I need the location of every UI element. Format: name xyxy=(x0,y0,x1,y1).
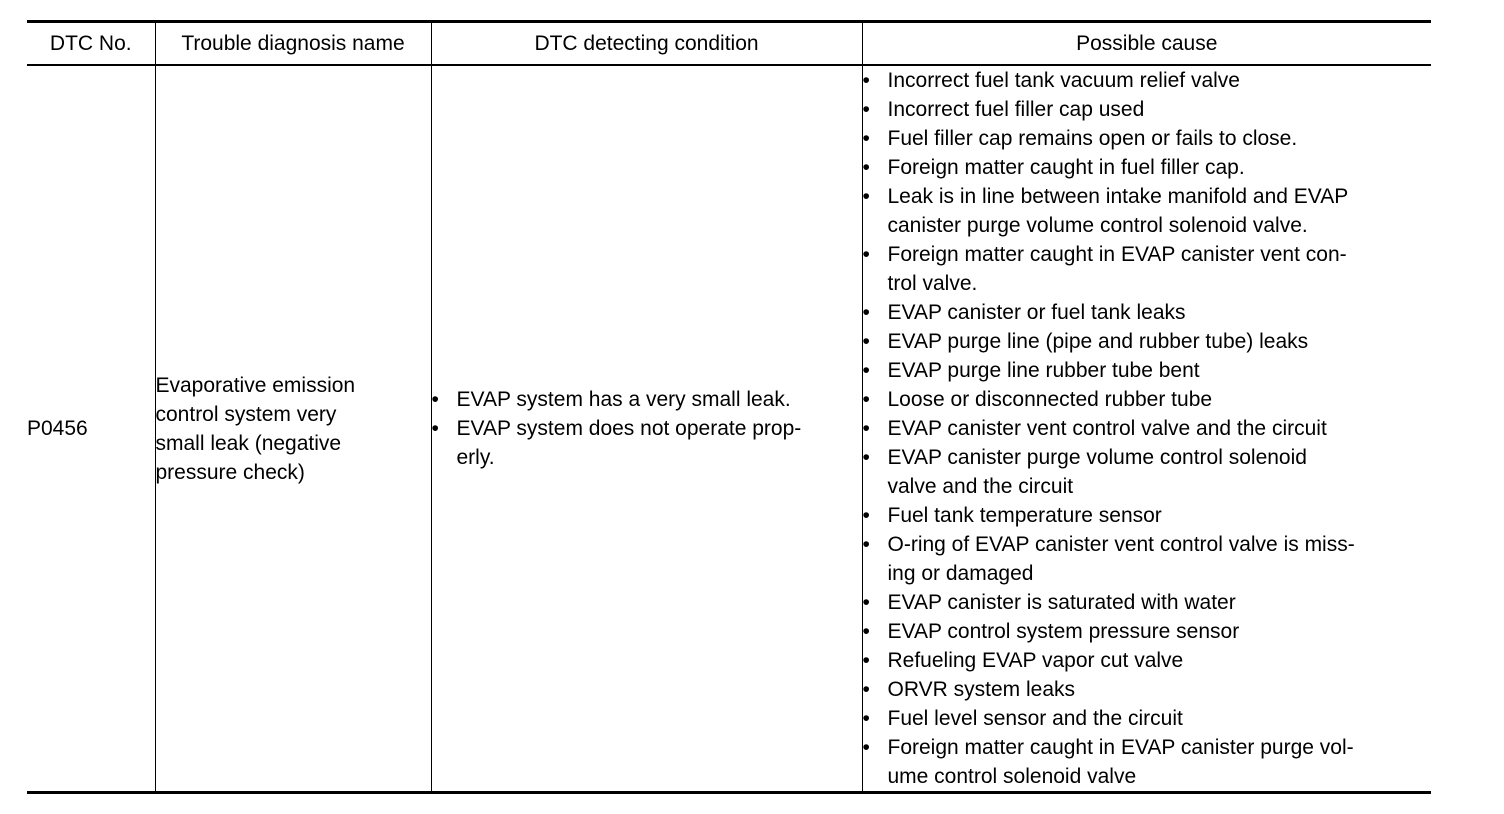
cause-item-line: ing or damaged xyxy=(887,562,1034,585)
header-row xyxy=(27,22,1431,66)
diagnosis-name-line: control system very xyxy=(155,402,337,426)
cause-item-line: • EVAP purge line (pipe and rubber tube) leaks xyxy=(887,330,1309,353)
condition-item-line: • EVAP system does not operate prop- xyxy=(456,417,802,440)
detecting-condition xyxy=(431,65,862,793)
header-detecting-condition: DTC detecting condition xyxy=(431,22,862,66)
possible-cause xyxy=(862,65,1431,793)
cause-item xyxy=(863,182,1432,240)
condition-item xyxy=(432,414,862,472)
cause-item-line: • Fuel tank temperature sensor xyxy=(887,504,1162,527)
diagnosis-name-line: small leak (negative xyxy=(155,431,342,455)
condition-item xyxy=(432,385,862,414)
cause-item-line: • EVAP purge line rubber tube bent xyxy=(887,359,1200,382)
cause-item-line: • Fuel filler cap remains open or fails to close. xyxy=(887,127,1298,150)
cause-item-line: valve and the circuit xyxy=(887,475,1074,498)
cause-item xyxy=(863,646,1432,675)
cause-item xyxy=(863,298,1432,327)
dtc-code: P0456 xyxy=(27,65,155,793)
cause-item xyxy=(863,327,1432,356)
cause-item xyxy=(863,240,1432,298)
cause-item xyxy=(863,617,1432,646)
cause-item-line: • EVAP control system pressure sensor xyxy=(887,620,1240,643)
cause-item-line: • Fuel level sensor and the circuit xyxy=(887,707,1183,730)
condition-item-line: • EVAP system has a very small leak. xyxy=(456,388,791,411)
cause-item-line: trol valve. xyxy=(887,272,978,295)
cause-item xyxy=(863,675,1432,704)
cause-item-line: • Foreign matter caught in fuel filler cap. xyxy=(887,156,1245,179)
cause-item-line: • Leak is in line between intake manifold and EVAP xyxy=(887,185,1349,208)
table-row xyxy=(27,65,1431,793)
cause-item xyxy=(863,153,1432,182)
cause-item-line: • Refueling EVAP vapor cut valve xyxy=(887,649,1184,672)
cause-item-line: • Incorrect fuel tank vacuum relief valve xyxy=(887,69,1240,92)
cause-item xyxy=(863,704,1432,733)
cause-item-line: canister purge volume control solenoid valve. xyxy=(887,214,1308,237)
header-possible-cause: Possible cause xyxy=(862,22,1431,66)
cause-item xyxy=(863,414,1432,443)
cause-item-line: • ORVR system leaks xyxy=(887,678,1075,701)
header-diagnosis-name: Trouble diagnosis name xyxy=(155,22,431,66)
cause-item-line: ume control solenoid valve xyxy=(887,765,1137,788)
diagnosis-name-line: Evaporative emission xyxy=(155,373,356,397)
cause-item-line: • Incorrect fuel filler cap used xyxy=(887,98,1145,121)
cause-item xyxy=(863,385,1432,414)
cause-item xyxy=(863,501,1432,530)
causes-list xyxy=(863,66,1432,791)
cause-item-line: • EVAP canister purge volume control solenoid xyxy=(887,446,1307,469)
cause-item xyxy=(863,124,1432,153)
cause-item-line: • Loose or disconnected rubber tube xyxy=(887,388,1213,411)
diagnosis-name-lines xyxy=(156,371,431,487)
diagnosis-name-line: pressure check) xyxy=(155,460,305,484)
cause-item xyxy=(863,356,1432,385)
cause-item-line: • EVAP canister is saturated with water xyxy=(887,591,1236,614)
cause-item xyxy=(863,66,1432,95)
diagnosis-name xyxy=(155,65,431,793)
cause-item xyxy=(863,588,1432,617)
header-dtc-no: DTC No. xyxy=(27,22,155,66)
cause-item-line: • EVAP canister vent control valve and the circuit xyxy=(887,417,1327,440)
cause-item-line: • O-ring of EVAP canister vent control valve is miss- xyxy=(887,533,1355,556)
condition-item-line: erly. xyxy=(456,446,495,469)
conditions-list xyxy=(432,385,862,472)
cause-item xyxy=(863,530,1432,588)
cause-item-line: • Foreign matter caught in EVAP canister vent con- xyxy=(887,243,1347,266)
cause-item xyxy=(863,733,1432,791)
cause-item xyxy=(863,443,1432,501)
cause-item xyxy=(863,95,1432,124)
cause-item-line: • Foreign matter caught in EVAP canister purge vol- xyxy=(887,736,1354,759)
cause-item-line: • EVAP canister or fuel tank leaks xyxy=(887,301,1186,324)
dtc-table xyxy=(27,20,1431,794)
